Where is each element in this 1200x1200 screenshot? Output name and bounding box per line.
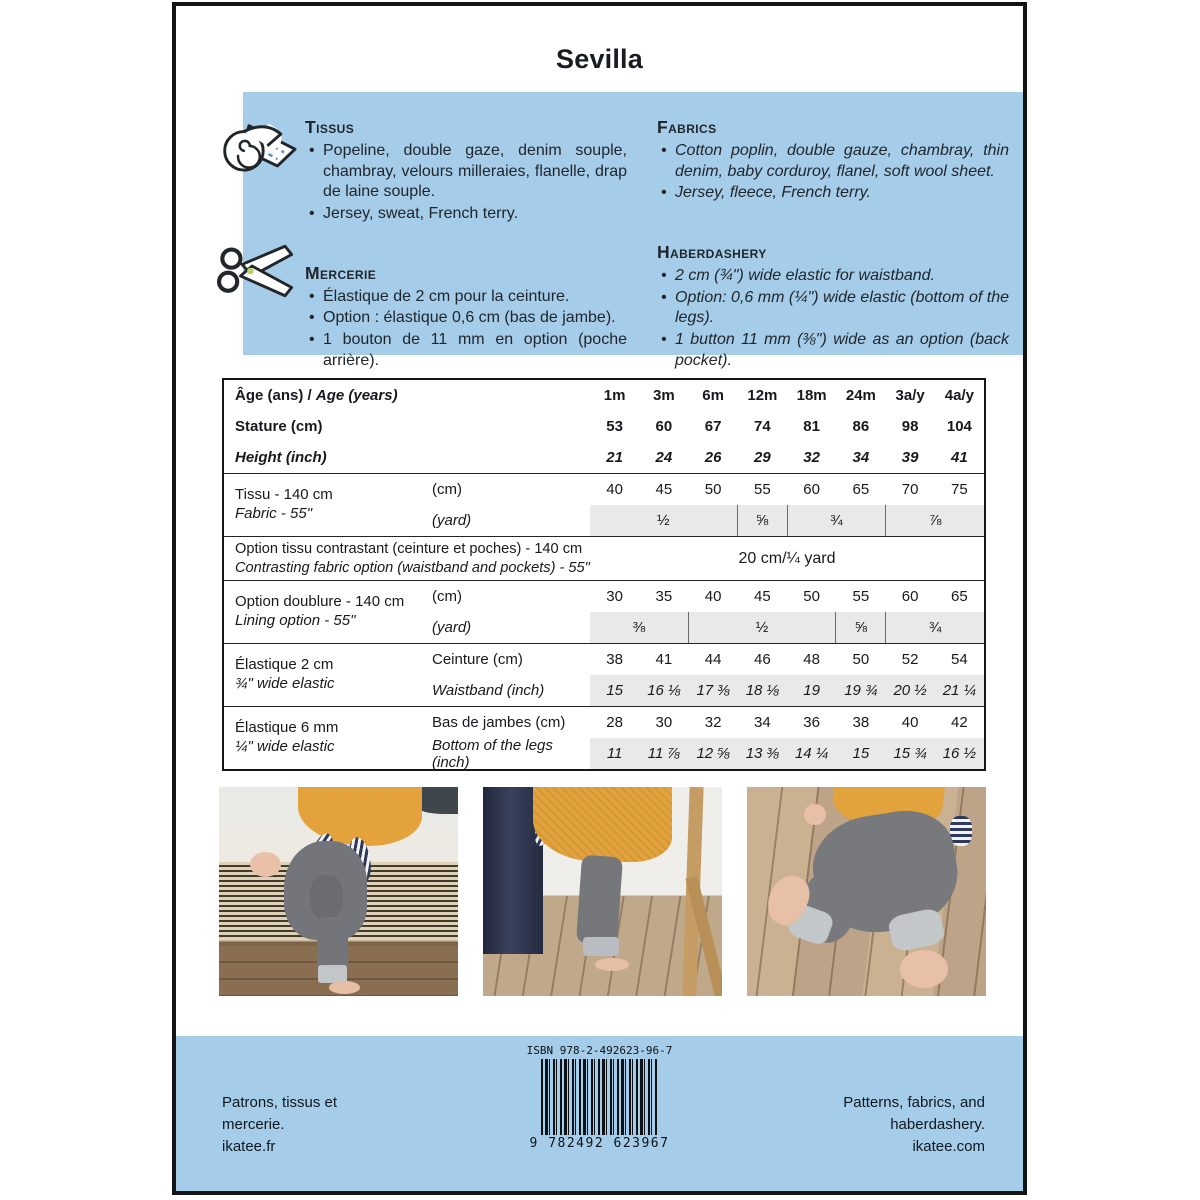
- table-cell: 45: [754, 588, 771, 605]
- mercerie-heading: Mercerie: [305, 262, 377, 283]
- table-cell: 11: [606, 745, 623, 762]
- table-cell: 70: [901, 481, 919, 498]
- row-values: [590, 644, 984, 675]
- table-cell: 16 ½: [942, 745, 977, 762]
- website-en: ikatee.com: [912, 1138, 985, 1155]
- table-cell: 38: [606, 651, 623, 668]
- row-values: [590, 442, 984, 473]
- table-cell: 19: [803, 682, 820, 699]
- table-row-waist-elastic: [224, 643, 984, 706]
- barcode: [520, 1044, 680, 1151]
- footer-left-text: Patrons, tissus et mercerie. ikatee.fr: [222, 1092, 337, 1158]
- table-cell: 34: [852, 449, 870, 466]
- mustard-sweater-shape: [533, 787, 672, 862]
- haberdashery-list: [657, 266, 1009, 372]
- row-values: [590, 612, 984, 643]
- table-cell: 35: [655, 588, 673, 605]
- fabric-roll-icon: [217, 114, 301, 191]
- subrow-label: Waistband (inch): [432, 682, 545, 699]
- table-cell: ½: [657, 512, 670, 529]
- table-cell: 98: [901, 418, 919, 435]
- table-cell: 39: [901, 449, 919, 466]
- row-values: [590, 707, 984, 738]
- table-cell: 12m: [747, 387, 778, 404]
- table-cell: 65: [852, 481, 870, 498]
- website-fr: ikatee.fr: [222, 1138, 276, 1155]
- table-row-fabric: [224, 473, 984, 536]
- row-values: [590, 380, 984, 411]
- table-cell: 29: [754, 449, 771, 466]
- table-cell: 19 ¾: [844, 682, 878, 699]
- size-table: [222, 378, 986, 771]
- barcode-number: 9 782492 623967: [529, 1136, 670, 1151]
- table-cell: 16 ⅛: [647, 682, 681, 699]
- list-item: • Option: 0,6 mm (¼") wide elastic (bottom of the legs).: [657, 288, 1009, 330]
- table-cell: 74: [754, 418, 771, 435]
- baby-foot-shape: [900, 950, 948, 988]
- table-cell: 86: [852, 418, 870, 435]
- table-cell: 6m: [702, 387, 724, 404]
- table-cell: 17 ⅜: [696, 682, 730, 699]
- table-cell: 50: [852, 651, 870, 668]
- subrow-label: Bas de jambes (cm): [432, 714, 566, 731]
- row-label: Élastique 6 mm ¼" wide elastic: [235, 719, 339, 755]
- table-cell: 60: [655, 418, 673, 435]
- table-cell: 30: [655, 714, 673, 731]
- list-item: • 1 bouton de 11 mm en option (poche arrière).: [305, 330, 627, 372]
- table-cell: 15: [852, 745, 870, 762]
- table-row-lining: [224, 580, 984, 643]
- spacer: [657, 205, 1009, 241]
- baby-foot-shape: [329, 981, 360, 994]
- row-label: Option tissu contrastant (ceinture et poches) - 140 cm Contrasting fabric option (waistband and pockets) - 55": [235, 540, 590, 576]
- table-cell: 21: [606, 449, 623, 466]
- table-cell: 41: [951, 449, 968, 466]
- barcode-bars: [541, 1059, 659, 1135]
- pattern-back-page: [172, 2, 1027, 1195]
- row-values: [590, 581, 984, 612]
- table-cell: 36: [803, 714, 820, 731]
- list-item: • Cotton poplin, double gauze, chambray, thin denim, baby corduroy, flanel, soft wool sheet.: [657, 141, 1009, 183]
- row-values: [590, 505, 984, 536]
- table-cell: 20 ½: [893, 682, 927, 699]
- footer-right-text: Patterns, fabrics, and haberdashery. ikatee.com: [843, 1092, 985, 1158]
- table-cell: ½: [688, 612, 836, 643]
- table-cell: 41: [655, 651, 673, 668]
- striped-accent-shape: [950, 816, 972, 845]
- table-cell: 18 ⅛: [745, 682, 780, 699]
- table-cell: ⅝: [835, 612, 885, 643]
- table-cell: 50: [803, 588, 820, 605]
- table-cell: 4a/y: [944, 387, 974, 404]
- table-cell: 24: [655, 449, 673, 466]
- haberdashery-heading: Haberdashery: [657, 242, 767, 263]
- isbn-text: ISBN 978-2-492623-96-7: [526, 1044, 673, 1057]
- table-row-leg-elastic: [224, 706, 984, 769]
- fabrics-list: [657, 141, 1009, 204]
- table-row-stature: [224, 411, 984, 442]
- fabrics-heading: Fabrics: [657, 117, 717, 137]
- back-pocket-shape: [310, 875, 343, 921]
- table-cell: 54: [951, 651, 968, 668]
- table-cell: 50: [704, 481, 722, 498]
- table-cell: 40: [901, 714, 919, 731]
- rolled-cuff-shape: [583, 937, 619, 956]
- mercerie-list: [305, 287, 627, 372]
- list-item: • Jersey, fleece, French terry.: [657, 183, 1009, 204]
- info-column-english: [657, 116, 1009, 373]
- photo-baby-climbing-mattress: [219, 787, 458, 996]
- table-cell: 44: [704, 651, 722, 668]
- table-cell: 45: [655, 481, 673, 498]
- table-row-height: [224, 442, 984, 473]
- table-row-age: [224, 380, 984, 411]
- table-cell: 26: [704, 449, 722, 466]
- page-title: Sevilla: [556, 44, 643, 74]
- info-box: [243, 92, 1023, 370]
- footer-band: [176, 1036, 1023, 1191]
- row-label: Height (inch): [235, 449, 327, 466]
- row-label: Élastique 2 cm ¾" wide elastic: [235, 656, 335, 692]
- subrow-label: Bottom of the legs (inch): [432, 736, 553, 771]
- list-item: • 2 cm (¾") wide elastic for waistband.: [657, 266, 1009, 287]
- table-cell: 30: [606, 588, 623, 605]
- table-cell: ¾: [787, 505, 886, 536]
- table-cell: 32: [803, 449, 820, 466]
- row-values: [590, 675, 984, 706]
- tissus-list: [305, 141, 627, 225]
- row-label: Option doublure - 140 cm Lining option - 55": [235, 593, 405, 629]
- table-cell: 75: [951, 481, 968, 498]
- table-cell: 18m: [796, 387, 827, 404]
- info-column-french: [305, 116, 627, 373]
- subrow-label: (yard): [432, 619, 472, 636]
- table-cell: 11 ⅞: [647, 745, 680, 762]
- table-cell: 40: [704, 588, 722, 605]
- table-cell: 3a/y: [895, 387, 925, 404]
- photo-baby-sitting-floor: [747, 787, 986, 996]
- table-cell: ¾: [885, 612, 984, 643]
- row-label: Âge (ans) / Age (years): [235, 387, 398, 404]
- photo-strip: [219, 787, 986, 996]
- baby-foot-shape: [595, 958, 628, 971]
- row-label: Stature (cm): [235, 418, 323, 435]
- table-cell: 38: [852, 714, 870, 731]
- row-values: [590, 738, 984, 769]
- list-item: • Popeline, double gaze, denim souple, chambray, velours milleraies, flanelle, drap de laine souple.: [305, 141, 627, 203]
- table-cell: 13 ⅜: [745, 745, 780, 762]
- table-cell: 21 ¼: [942, 682, 977, 699]
- baby-hand-shape: [804, 804, 826, 825]
- table-cell: 3m: [653, 387, 675, 404]
- photo-baby-standing-floor: [483, 787, 722, 996]
- scissors-icon: [217, 238, 297, 309]
- table-cell: 42: [951, 714, 968, 731]
- table-cell: ⅜: [632, 619, 646, 636]
- spacer: [305, 226, 627, 262]
- table-cell: 46: [754, 651, 771, 668]
- table-cell: 32: [704, 714, 722, 731]
- list-item: • Jersey, sweat, French terry.: [305, 204, 627, 225]
- table-cell: 15 ¾: [893, 745, 927, 762]
- table-cell: 65: [951, 588, 968, 605]
- row-label: Tissu - 140 cm Fabric - 55": [235, 486, 333, 522]
- table-cell: 55: [754, 481, 771, 498]
- contrast-value: 20 cm/¼ yard: [738, 549, 836, 567]
- table-cell: 60: [901, 588, 919, 605]
- list-item: • Élastique de 2 cm pour la ceinture.: [305, 287, 627, 308]
- table-row-contrast: [224, 536, 984, 580]
- row-values: [590, 474, 984, 505]
- list-item: • Option : élastique 0,6 cm (bas de jambe).: [305, 308, 627, 329]
- table-cell: 52: [901, 651, 919, 668]
- table-cell: 12 ⅝: [696, 745, 730, 762]
- table-cell: 104: [946, 418, 972, 435]
- row-values: [590, 411, 984, 442]
- table-cell: 55: [852, 588, 870, 605]
- table-cell: ⅞: [885, 505, 984, 536]
- table-cell: 81: [803, 418, 820, 435]
- table-cell: 15: [606, 682, 623, 699]
- table-cell: 24m: [845, 387, 876, 404]
- table-cell: 14 ¼: [794, 745, 829, 762]
- table-cell: 40: [606, 481, 623, 498]
- subrow-label: (cm): [432, 481, 462, 498]
- table-cell: 60: [803, 481, 820, 498]
- subrow-label: (cm): [432, 588, 462, 605]
- baby-leg-shape: [250, 852, 281, 877]
- table-cell: 48: [803, 651, 820, 668]
- table-cell: 67: [704, 418, 722, 435]
- table-cell: ⅝: [737, 505, 787, 536]
- table-cell: 28: [606, 714, 623, 731]
- table-cell: 34: [754, 714, 771, 731]
- subrow-label: Ceinture (cm): [432, 651, 523, 668]
- table-cell: 1m: [603, 387, 626, 404]
- tissus-heading: Tissus: [305, 117, 355, 137]
- subrow-label: (yard): [432, 512, 472, 529]
- grey-pant-leg-shape: [576, 855, 623, 945]
- table-cell: 53: [606, 418, 623, 435]
- list-item: • 1 button 11 mm (⅜") wide as an option (back pocket).: [657, 330, 1009, 372]
